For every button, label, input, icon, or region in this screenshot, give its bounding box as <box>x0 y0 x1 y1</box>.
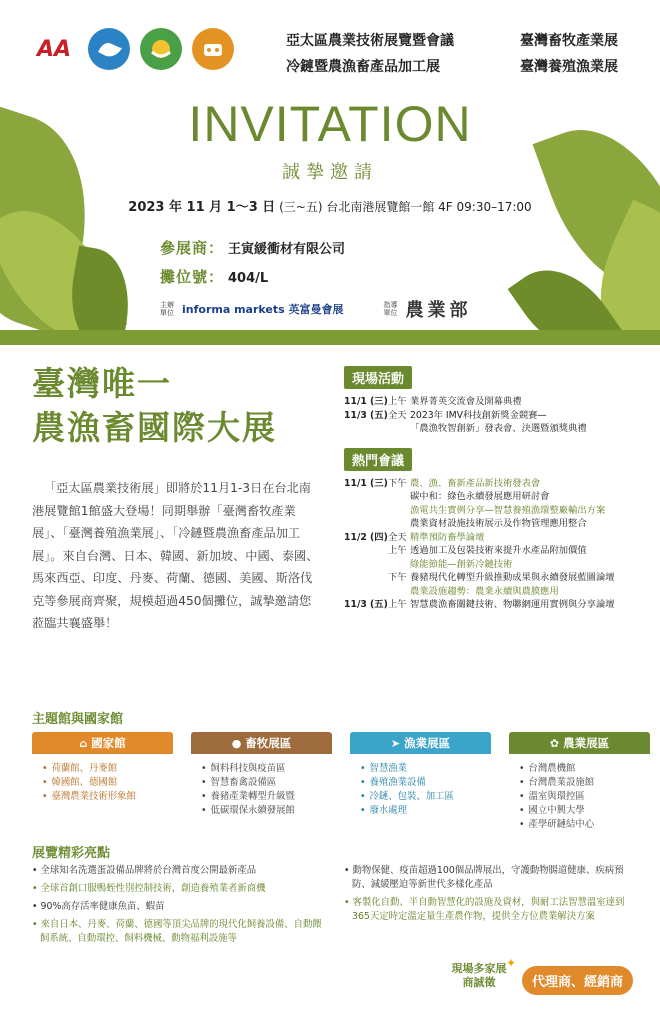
schedule-date <box>344 517 388 531</box>
schedule-date <box>344 422 388 436</box>
highlight-item: • 來自日本、丹麥、荷蘭、德國等頂尖品牌的現代化飼養設備、自動餵飼系統、自動環控、飼料機械、動物福利設施等 <box>32 918 330 946</box>
schedule-text: 農業設施趨勢：農業永續與農膜應用 <box>410 585 559 597</box>
schedule-time: 下午 <box>388 572 407 583</box>
livestock-logo-icon <box>88 28 130 70</box>
theme-hall-item: • 台灣農機館 <box>519 762 650 776</box>
theme-hall-label: 畜牧展區 <box>245 736 292 750</box>
main-heading-line2: 農漁畜國際大展 <box>32 408 277 447</box>
invitation-title: INVITATION <box>188 96 472 152</box>
show-name: 亞太區農業技術展覽暨會議 <box>286 33 454 49</box>
theme-hall-item: • 臺灣農業技術形象館 <box>42 790 173 804</box>
theme-hall-label: 國家館 <box>91 736 126 750</box>
schedule-date <box>344 544 388 558</box>
schedule-time: 上午 <box>388 396 407 407</box>
schedule-text: 智慧農漁畜關鍵技術、物聯網運用實例與分享論壇 <box>410 599 615 610</box>
theme-hall <box>509 732 650 832</box>
schedule-date: 11/2 (四) <box>344 531 388 543</box>
theme-hall-item: • 養豬產業轉型升級暨 <box>201 790 332 804</box>
schedule-row <box>344 395 644 409</box>
header-base-strip <box>0 330 660 345</box>
show-names <box>286 30 650 76</box>
show-name: 臺灣畜牧產業展 <box>520 33 618 49</box>
show-name: 臺灣養殖漁業展 <box>520 59 618 75</box>
schedule-text: 業界菁英交流會及開幕典禮 <box>410 396 522 407</box>
schedule-time <box>388 585 410 599</box>
theme-hall-item: • 低碳環保永續發展館 <box>201 804 332 818</box>
schedule-time: 全天 <box>388 531 407 543</box>
main-heading-line1: 臺灣唯一 <box>32 364 172 403</box>
highlight-item: • 全球首創口服鴨蛭性別控制技術，創造養殖業者新商機 <box>32 882 330 896</box>
schedule-row <box>344 558 644 572</box>
schedule-text: 碳中和：綠色永續發展應用研討會 <box>410 491 550 502</box>
schedule-row <box>344 517 644 531</box>
theme-hall-item: • 智慧畜禽設備區 <box>201 776 332 790</box>
schedule-text: 透過加工及包裝技術來提升水產品附加價值 <box>410 545 587 556</box>
schedule-row <box>344 571 644 585</box>
schedule-date: 11/1 (三) <box>344 396 388 407</box>
highlights-left <box>32 864 330 950</box>
theme-hall-header <box>32 732 173 754</box>
schedule-text: 養豬現代化轉型升級推動成果與永續發展藍圖論壇 <box>410 572 615 583</box>
events-panel <box>344 366 644 612</box>
schedule-date <box>344 504 388 518</box>
forums-title: 熱門會議 <box>344 448 412 471</box>
theme-hall-item: • 溫室與環控區 <box>519 790 650 804</box>
schedule-date <box>344 571 388 585</box>
theme-hall-item: • 養殖漁業設備 <box>360 776 491 790</box>
schedule-row <box>344 422 644 436</box>
schedule-date <box>344 558 388 572</box>
schedule-time: 全天 <box>388 409 407 421</box>
theme-hall-item: • 廢水處理 <box>360 804 491 818</box>
schedule-text: 綠能節能—創新冷鏈技術 <box>410 558 513 570</box>
schedule-time <box>388 517 410 531</box>
schedule-date: 11/3 (五) <box>344 599 388 610</box>
forums-list <box>344 477 644 612</box>
schedule-time <box>388 422 410 436</box>
theme-hall-item: • 國立中興大學 <box>519 804 650 818</box>
home-icon: ⌂ <box>79 736 88 750</box>
dealer-badge <box>448 954 648 1006</box>
schedule-text: 「農漁牧智創新」發表會、決選暨頒獎典禮 <box>410 423 587 434</box>
highlight-item: • 90%高存活率健康魚苗、蝦苗 <box>32 900 330 914</box>
theme-hall <box>350 732 491 832</box>
schedule-date: 11/1 (三) <box>344 477 388 489</box>
organizer-tag: 主辦單位 <box>160 301 174 317</box>
theme-hall-item: • 韓國館、德國館 <box>42 776 173 790</box>
event-date: 2023 年 11 月 1～3 日 <box>128 200 276 215</box>
highlight-item: • 全球知名洗選蛋設備品牌將於台灣首度公開最新產品 <box>32 864 330 878</box>
exhibitor-value: 王寅緩衝材有限公司 <box>228 242 346 257</box>
theme-hall-header <box>509 732 650 754</box>
schedule-text: 農業資材設施技術展示及作物管理應用整合 <box>410 518 587 529</box>
event-date-line <box>0 196 660 215</box>
pig-icon: ● <box>231 736 242 750</box>
events-list <box>344 395 644 436</box>
schedule-text: 精準預防畜學論壇 <box>410 531 485 543</box>
theme-hall-item: • 台灣農業設施館 <box>519 776 650 790</box>
theme-hall-header <box>350 732 491 754</box>
theme-hall-item: • 荷蘭館、丹麥館 <box>42 762 173 776</box>
exhibitor-label: 參展商： <box>160 239 225 257</box>
intro-paragraph: 「亞太區農業技術展」即將於11月1-3日在台北南港展覽館1館盛大登場！同期舉辦「臺灣畜牧產業展」、「臺灣養殖漁業展」、「冷鏈暨農漁畜產品加工展」。來自台灣、日本、韓國、新加坡、中國、泰國、馬來西亞、印度、丹麥、荷蘭、德國、美國、斯洛伐克等參展商齊聚，規模超過450個攤位，誠摯邀請您蒞臨共襄盛舉！ <box>32 481 319 630</box>
sprout-icon: ✿ <box>549 736 560 750</box>
fish-icon: ➤ <box>390 736 401 750</box>
main-heading <box>32 362 277 450</box>
badge-pill: 代理商、經銷商 <box>522 966 633 995</box>
schedule-date <box>344 490 388 504</box>
exhibitor-block <box>160 237 345 295</box>
schedule-row <box>344 544 644 558</box>
schedule-text: 漁電共生實例分享—智慧養殖漁環整廠輸出方案 <box>410 504 606 516</box>
theme-halls-title: 主題館與國家館 <box>32 712 124 727</box>
schedule-date: 11/3 (五) <box>344 409 388 421</box>
highlight-item: • 動物保健、疫苗超過100個品牌展出，守護動物腸道健康、疾病預防、減緩壓迫等新世代多樣化產品 <box>344 864 640 892</box>
schedule-time: 下午 <box>388 477 407 489</box>
highlights-right <box>344 864 640 928</box>
invitation-subtitle: 誠摯邀請 <box>282 162 378 183</box>
booth-value: 404/L <box>228 271 269 286</box>
badge-text: 現場多家展商誠徵 <box>451 962 507 989</box>
schedule-row <box>344 409 644 423</box>
burst-icon: ✦ <box>506 956 517 970</box>
theme-hall-item: • 飼料科技與疫苗區 <box>201 762 332 776</box>
show-name: 冷鏈暨農漁畜產品加工展 <box>286 59 440 75</box>
schedule-time: 上午 <box>388 545 407 556</box>
aa-logo: AA <box>36 36 72 62</box>
organizers-row <box>160 296 472 322</box>
theme-hall-label: 漁業展區 <box>404 736 451 750</box>
schedule-time <box>388 558 410 572</box>
schedule-time <box>388 490 410 504</box>
logo-row <box>30 28 234 70</box>
schedule-row <box>344 477 644 491</box>
theme-hall-item: • 智慧漁業 <box>360 762 491 776</box>
theme-hall-item: • 產學研鏈結中心 <box>519 818 650 832</box>
theme-hall-item: • 冷鏈、包裝、加工區 <box>360 790 491 804</box>
schedule-text: 2023年 IMV科技創新獎金競賽— <box>410 409 547 421</box>
coorganizer-name: 農業部 <box>405 300 472 321</box>
booth-label: 攤位號： <box>160 268 225 286</box>
schedule-time: 上午 <box>388 599 407 610</box>
schedule-row <box>344 490 644 504</box>
theme-hall <box>32 732 173 832</box>
theme-hall-label: 農業展區 <box>563 736 610 750</box>
schedule-row <box>344 598 644 612</box>
schedule-date <box>344 585 388 599</box>
schedule-row <box>344 585 644 599</box>
header-banner <box>0 0 660 345</box>
coorganizer-tag: 指導單位 <box>383 301 398 317</box>
highlights-title: 展覽精彩亮點 <box>32 846 111 861</box>
theme-halls <box>32 732 650 832</box>
organizer-name: informa markets 英富曼會展 <box>182 303 344 316</box>
schedule-text: 農、漁、畜新產品新技術發表會 <box>410 477 541 489</box>
schedule-time <box>388 504 410 518</box>
highlight-item: • 客製化自動、半自動智慧化的設施及資材，與耐工法智慧溫室達到365天定時定溫定量生產農作物，提供全方位農業解決方案 <box>344 896 640 924</box>
theme-hall-header <box>191 732 332 754</box>
schedule-row <box>344 531 644 545</box>
event-venue: (三~五) 台北南港展覽館一館 4F 09:30–17:00 <box>279 200 532 214</box>
schedule-row <box>344 504 644 518</box>
theme-hall <box>191 732 332 832</box>
coldchain-logo-icon <box>192 28 234 70</box>
events-title: 現場活動 <box>344 366 412 389</box>
aquaculture-logo-icon <box>140 28 182 70</box>
